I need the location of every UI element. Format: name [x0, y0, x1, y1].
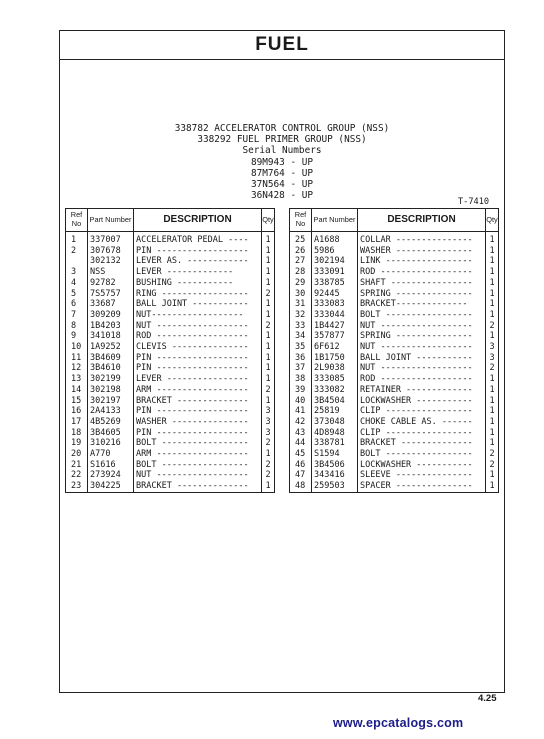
part-number-cell: 341018: [88, 331, 134, 342]
catalog-page-frame: [59, 30, 505, 693]
ref-cell: 7: [66, 310, 88, 321]
description-cell: BOLT -----------------: [358, 449, 486, 460]
qty-cell: 1: [262, 299, 275, 310]
qty-cell: 1: [262, 481, 275, 492]
table-row: [290, 438, 499, 449]
table-row: [290, 385, 499, 396]
ref-cell: 1: [66, 232, 88, 246]
description-cell: BOLT -----------------: [134, 438, 262, 449]
ref-cell: 20: [66, 449, 88, 460]
part-number-cell: 2L9038: [312, 363, 358, 374]
part-number-cell: 3B4506: [312, 460, 358, 471]
serial-3: 37N564 - UP: [250, 179, 314, 191]
qty-cell: 1: [262, 256, 275, 267]
table-row: [290, 396, 499, 407]
description-cell: BALL JOINT -----------: [134, 299, 262, 310]
part-number-header: Part Number: [88, 209, 134, 232]
description-cell: ROD ------------------: [358, 374, 486, 385]
table-row: [290, 449, 499, 460]
ref-cell: 6: [66, 299, 88, 310]
table-row: [290, 321, 499, 332]
ref-cell: 48: [290, 481, 312, 492]
description-cell: NUT ------------------: [134, 470, 262, 481]
ref-cell: 25: [290, 232, 312, 246]
ref-cell: 42: [290, 417, 312, 428]
serial-1: 89M943 - UP: [250, 156, 314, 168]
description-cell: CLIP -----------------: [358, 406, 486, 417]
part-number-cell: 337007: [88, 232, 134, 246]
qty-cell: 1: [486, 310, 499, 321]
description-cell: LEVER ----------------: [134, 374, 262, 385]
qty-cell: 3: [262, 428, 275, 439]
part-number-cell: 1B4427: [312, 321, 358, 332]
qty-cell: 1: [262, 374, 275, 385]
table-row: [66, 385, 275, 396]
table-row: [66, 331, 275, 342]
ref-cell: 15: [66, 396, 88, 407]
qty-cell: 1: [486, 428, 499, 439]
ref-cell: 35: [290, 342, 312, 353]
part-number-cell: 309209: [88, 310, 134, 321]
description-cell: PIN ------------------: [134, 353, 262, 364]
ref-cell: 39: [290, 385, 312, 396]
table-row: [66, 417, 275, 428]
parts-table-right: [289, 208, 499, 493]
qty-cell: 2: [262, 438, 275, 449]
qty-cell: 1: [262, 342, 275, 353]
description-cell: BRACKET --------------: [358, 438, 486, 449]
description-cell: ACCELERATOR PEDAL ----: [134, 232, 262, 246]
part-number-cell: 333085: [312, 374, 358, 385]
description-cell: PIN ------------------: [134, 428, 262, 439]
description-cell: NUT ------------------: [358, 321, 486, 332]
description-cell: SPRING ---------------: [358, 331, 486, 342]
qty-cell: 2: [262, 470, 275, 481]
qty-cell: 1: [262, 246, 275, 257]
ref-cell: [66, 256, 88, 267]
qty-cell: 1: [486, 374, 499, 385]
ref-header: Ref No: [290, 209, 312, 232]
description-cell: COLLAR ---------------: [358, 232, 486, 246]
description-cell: LEVER -------------: [134, 267, 262, 278]
qty-cell: 2: [262, 321, 275, 332]
description-cell: BOLT -----------------: [134, 460, 262, 471]
part-number-cell: 273924: [88, 470, 134, 481]
qty-cell: 2: [262, 385, 275, 396]
table-row: [290, 299, 499, 310]
part-number-cell: 343416: [312, 470, 358, 481]
ref-cell: 17: [66, 417, 88, 428]
ref-cell: 12: [66, 363, 88, 374]
qty-cell: 1: [486, 406, 499, 417]
description-cell: CLIP -----------------: [358, 428, 486, 439]
qty-cell: 1: [486, 470, 499, 481]
ref-cell: 5: [66, 289, 88, 300]
description-cell: LINK -----------------: [358, 256, 486, 267]
table-row: [66, 428, 275, 439]
part-number-header: Part Number: [312, 209, 358, 232]
serial-heading: Serial Numbers: [242, 145, 322, 157]
qty-cell: 1: [486, 278, 499, 289]
part-number-cell: 302198: [88, 385, 134, 396]
description-cell: ARM ------------------: [134, 449, 262, 460]
description-cell: BALL JOINT -----------: [358, 353, 486, 364]
part-number-cell: NSS: [88, 267, 134, 278]
qty-cell: 1: [486, 481, 499, 492]
description-cell: BRACKET --------------: [134, 481, 262, 492]
page-title: FUEL: [255, 34, 309, 55]
part-number-cell: A1688: [312, 232, 358, 246]
group-line-1: 338782 ACCELERATOR CONTROL GROUP (NSS): [174, 123, 390, 134]
description-cell: CLEVIS ---------------: [134, 342, 262, 353]
serial-2: 87M764 - UP: [250, 167, 314, 179]
qty-cell: 2: [262, 289, 275, 300]
ref-cell: 29: [290, 278, 312, 289]
part-number-cell: 6F612: [312, 342, 358, 353]
qty-cell: 3: [262, 417, 275, 428]
qty-cell: 1: [262, 232, 275, 246]
qty-cell: 1: [486, 417, 499, 428]
description-cell: NUT------------------: [134, 310, 262, 321]
qty-cell: 2: [262, 460, 275, 471]
description-cell: ROD ------------------: [134, 331, 262, 342]
table-row: [66, 363, 275, 374]
part-number-cell: 302194: [312, 256, 358, 267]
part-number-cell: 333083: [312, 299, 358, 310]
part-number-cell: 4B5269: [88, 417, 134, 428]
table-row: [290, 232, 499, 246]
part-number-cell: 3B4610: [88, 363, 134, 374]
part-number-cell: 3B4504: [312, 396, 358, 407]
ref-cell: 34: [290, 331, 312, 342]
part-number-cell: 373048: [312, 417, 358, 428]
description-cell: LOCKWASHER -----------: [358, 396, 486, 407]
table-row: [66, 321, 275, 332]
part-number-cell: 92782: [88, 278, 134, 289]
qty-cell: 2: [486, 321, 499, 332]
table-row: [290, 353, 499, 364]
watermark: www.epcatalogs.com: [333, 716, 464, 730]
table-row: [290, 246, 499, 257]
table-row: [66, 481, 275, 492]
qty-cell: 1: [262, 331, 275, 342]
qty-cell: 3: [486, 353, 499, 364]
part-number-cell: S1616: [88, 460, 134, 471]
page-number: 4.25: [478, 693, 497, 704]
ref-cell: 31: [290, 299, 312, 310]
description-cell: SLEEVE ---------------: [358, 470, 486, 481]
ref-cell: 9: [66, 331, 88, 342]
description-cell: BRACKET --------------: [134, 396, 262, 407]
table-row: [290, 428, 499, 439]
ref-cell: 10: [66, 342, 88, 353]
table-row: [290, 278, 499, 289]
ref-cell: 16: [66, 406, 88, 417]
part-number-cell: 2A4133: [88, 406, 134, 417]
table-row: [290, 256, 499, 267]
qty-cell: 1: [262, 267, 275, 278]
description-cell: ARM ------------------: [134, 385, 262, 396]
ref-cell: 37: [290, 363, 312, 374]
table-row: [290, 267, 499, 278]
description-cell: CHOKE CABLE AS. ------: [358, 417, 486, 428]
part-number-cell: 333091: [312, 267, 358, 278]
ref-cell: 47: [290, 470, 312, 481]
ref-cell: 38: [290, 374, 312, 385]
qty-cell: 1: [262, 353, 275, 364]
ref-cell: 13: [66, 374, 88, 385]
table-row: [290, 331, 499, 342]
table-row: [66, 449, 275, 460]
table-row: [66, 406, 275, 417]
table-row: [66, 396, 275, 407]
ref-cell: 43: [290, 428, 312, 439]
part-number-cell: 25819: [312, 406, 358, 417]
ref-cell: 14: [66, 385, 88, 396]
description-cell: PIN ------------------: [134, 363, 262, 374]
part-number-cell: 3B4609: [88, 353, 134, 364]
qty-cell: 1: [486, 299, 499, 310]
table-row: [290, 363, 499, 374]
description-cell: BUSHING -----------: [134, 278, 262, 289]
group-header: [60, 123, 504, 201]
part-number-cell: 302199: [88, 374, 134, 385]
qty-cell: 1: [262, 363, 275, 374]
qty-cell: 1: [486, 232, 499, 246]
table-row: [66, 278, 275, 289]
ref-cell: 33: [290, 321, 312, 332]
ref-cell: 22: [66, 470, 88, 481]
part-number-cell: 333082: [312, 385, 358, 396]
qty-header: Qty: [262, 209, 275, 232]
ref-cell: 11: [66, 353, 88, 364]
qty-cell: 1: [262, 396, 275, 407]
ref-cell: 40: [290, 396, 312, 407]
qty-cell: 1: [486, 289, 499, 300]
ref-cell: 46: [290, 460, 312, 471]
description-cell: PIN ------------------: [134, 406, 262, 417]
description-cell: SPACER ---------------: [358, 481, 486, 492]
description-cell: ROD ------------------: [358, 267, 486, 278]
table-row: [66, 267, 275, 278]
table-row: [66, 438, 275, 449]
qty-cell: 1: [486, 267, 499, 278]
part-number-cell: 307678: [88, 246, 134, 257]
ref-cell: 3: [66, 267, 88, 278]
description-cell: NUT ------------------: [358, 363, 486, 374]
part-number-cell: 259503: [312, 481, 358, 492]
qty-cell: 3: [486, 342, 499, 353]
description-cell: NUT ------------------: [358, 342, 486, 353]
part-number-cell: 7S5757: [88, 289, 134, 300]
description-cell: NUT ------------------: [134, 321, 262, 332]
ref-header: Ref No: [66, 209, 88, 232]
qty-cell: 2: [486, 449, 499, 460]
table-row: [66, 460, 275, 471]
part-number-cell: 338781: [312, 438, 358, 449]
ref-cell: 2: [66, 246, 88, 257]
ref-cell: 41: [290, 406, 312, 417]
ref-cell: 28: [290, 267, 312, 278]
description-header: DESCRIPTION: [134, 209, 262, 232]
ref-cell: 26: [290, 246, 312, 257]
part-number-cell: 3B4605: [88, 428, 134, 439]
table-row: [290, 470, 499, 481]
ref-cell: 8: [66, 321, 88, 332]
table-row: [66, 232, 275, 246]
serial-4: 36N428 - UP: [250, 190, 314, 202]
qty-cell: 1: [486, 396, 499, 407]
part-number-cell: 5986: [312, 246, 358, 257]
group-line-2: 338292 FUEL PRIMER GROUP (NSS): [197, 134, 367, 146]
table-row: [290, 289, 499, 300]
ref-cell: 36: [290, 353, 312, 364]
table-row: [290, 460, 499, 471]
description-cell: SPRING ---------------: [358, 289, 486, 300]
ref-cell: 21: [66, 460, 88, 471]
part-number-cell: 357877: [312, 331, 358, 342]
table-row: [66, 470, 275, 481]
table-row: [290, 342, 499, 353]
qty-cell: 1: [486, 385, 499, 396]
table-row: [290, 481, 499, 492]
qty-cell: 2: [486, 363, 499, 374]
part-number-cell: 333044: [312, 310, 358, 321]
qty-cell: 1: [486, 331, 499, 342]
part-number-cell: 1A9252: [88, 342, 134, 353]
ref-cell: 45: [290, 449, 312, 460]
qty-cell: 1: [486, 438, 499, 449]
figure-reference: T-7410: [458, 197, 490, 207]
part-number-cell: 302132: [88, 256, 134, 267]
table-row: [290, 374, 499, 385]
table-row: [66, 256, 275, 267]
table-row: [66, 246, 275, 257]
description-cell: WASHER ---------------: [358, 246, 486, 257]
description-cell: RETAINER -------------: [358, 385, 486, 396]
ref-cell: 23: [66, 481, 88, 492]
ref-cell: 18: [66, 428, 88, 439]
description-cell: WASHER ---------------: [134, 417, 262, 428]
description-cell: LOCKWASHER -----------: [358, 460, 486, 471]
part-number-cell: S1594: [312, 449, 358, 460]
ref-cell: 32: [290, 310, 312, 321]
table-row: [290, 406, 499, 417]
ref-cell: 27: [290, 256, 312, 267]
description-cell: PIN ------------------: [134, 246, 262, 257]
table-row: [290, 417, 499, 428]
description-cell: BRACKET--------------: [358, 299, 486, 310]
qty-cell: 1: [262, 278, 275, 289]
part-number-cell: 338785: [312, 278, 358, 289]
part-number-cell: 33687: [88, 299, 134, 310]
qty-cell: 1: [262, 449, 275, 460]
qty-cell: 2: [486, 460, 499, 471]
table-row: [66, 289, 275, 300]
description-header: DESCRIPTION: [358, 209, 486, 232]
part-number-cell: 302197: [88, 396, 134, 407]
part-number-cell: 1B1750: [312, 353, 358, 364]
part-number-cell: 304225: [88, 481, 134, 492]
ref-cell: 19: [66, 438, 88, 449]
table-row: [290, 310, 499, 321]
description-cell: LEVER AS. ------------: [134, 256, 262, 267]
part-number-cell: 1B4203: [88, 321, 134, 332]
qty-header: Qty: [486, 209, 499, 232]
part-number-cell: 92445: [312, 289, 358, 300]
part-number-cell: 4D8948: [312, 428, 358, 439]
ref-cell: 30: [290, 289, 312, 300]
qty-cell: 3: [262, 406, 275, 417]
part-number-cell: A770: [88, 449, 134, 460]
table-row: [66, 342, 275, 353]
table-row: [66, 374, 275, 385]
ref-cell: 4: [66, 278, 88, 289]
table-row: [66, 310, 275, 321]
description-cell: RING -----------------: [134, 289, 262, 300]
qty-cell: 1: [262, 310, 275, 321]
description-cell: BOLT -----------------: [358, 310, 486, 321]
description-cell: SHAFT ----------------: [358, 278, 486, 289]
table-row: [66, 353, 275, 364]
parts-table-left: [65, 208, 275, 493]
title-bar: [60, 31, 504, 60]
part-number-cell: 310216: [88, 438, 134, 449]
ref-cell: 44: [290, 438, 312, 449]
qty-cell: 1: [486, 246, 499, 257]
table-row: [66, 299, 275, 310]
qty-cell: 1: [486, 256, 499, 267]
